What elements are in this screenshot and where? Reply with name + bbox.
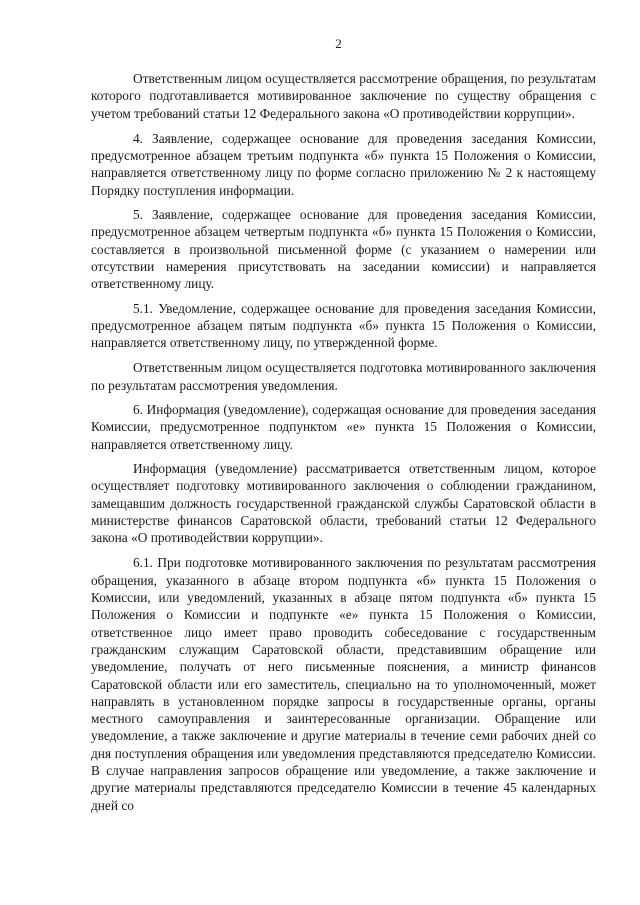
- paragraph-item-6: 6. Информация (уведомление), содержащая основание для проведения заседания Комиссии, предусмотренное подпунктом «е» пункта 15 Положения о Комиссии, направляется ответственному лицу.: [91, 402, 596, 452]
- paragraph-information-review: Информация (уведомление) рассматривается ответственным лицом, которое осуществляет подготовку мотивированного заключения о соблюдении гражданином, замещавшим должность государственной гражданской службы Саратовской области в министерстве финансов Саратовской области, требований статьи 12 Федерального закона «О противодействии коррупции».: [91, 460, 596, 546]
- paragraph-responsible-review: Ответственным лицом осуществляется рассмотрение обращения, по результатам которого подготавливается мотивированное заключение по существу обращения с учетом требований статьи 12 Федерального закона «О противодействии коррупции».: [91, 71, 596, 121]
- paragraph-item-5-1: 5.1. Уведомление, содержащее основание для проведения заседания Комиссии, предусмотренное абзацем пятым подпункта «б» пункта 15 Положения о Комиссии, направляется ответственному лицу, по утвержденной форме.: [91, 300, 596, 351]
- paragraph-item-6-1: 6.1. При подготовке мотивированного заключения по результатам рассмотрения обращения, указанного в абзаце втором подпункта «б» пункта 15 Положения о Комиссии, или уведомлений, указанных в абзаце пятом подпункта «б» пункта 15 Положения о Комиссии и подпункте «е» пункта 15 Положения о Комиссии, ответственное лицо имеет право проводить собеседование с государственным гражданским служащим Саратовской области, представившим обращение или уведомление, получать от него письменные пояснения, а министр финансов Саратовской области или его заместитель, специально на то уполномоченный, может направлять в установленном порядке запросы в государственные органы, органы местного самоуправления и заинтересованные организации. Обращение или уведомление, а также заключение и другие материалы в течение семи рабочих дней со дня поступления обращения или уведомления представляются председателю Комиссии. В случае направления запросов обращение или уведомление, а также заключение и другие материалы представляются председателю Комиссии в течение 45 календарных дней со: [91, 555, 596, 813]
- paragraph-item-5: 5. Заявление, содержащее основание для проведения заседания Комиссии, предусмотренное абзацем четвертым подпункта «б» пункта 15 Положения о Комиссии, составляется в произвольной письменной форме (с указанием о намерении или отсутствии намерения присутствовать на заседании комиссии) и направляется ответственному лицу.: [91, 207, 596, 292]
- paragraph-responsible-preparation: Ответственным лицом осуществляется подготовка мотивированного заключения по результатам рассмотрения уведомления.: [91, 360, 596, 393]
- paragraph-item-4: 4. Заявление, содержащее основание для проведения заседания Комиссии, предусмотренное абзацем третьим подпункта «б» пункта 15 Положения о Комиссии, направляется ответственному лицу по форме согласно приложению № 2 к настоящему Порядку поступления информации.: [91, 130, 596, 198]
- page-number: 2: [335, 36, 342, 51]
